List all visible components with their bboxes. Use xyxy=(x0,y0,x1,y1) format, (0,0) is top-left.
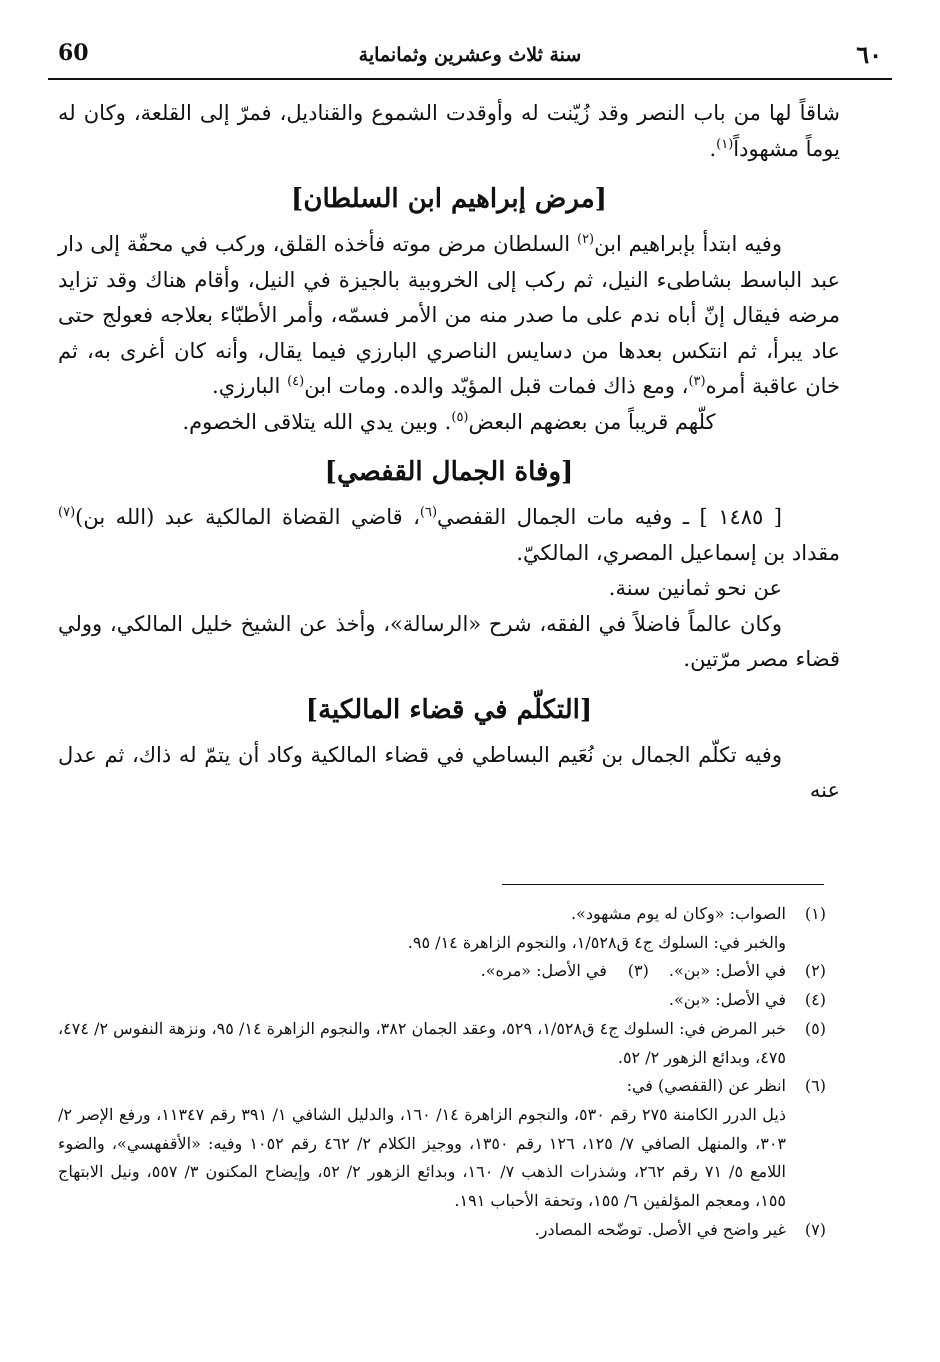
verse-line: كلّهم قريباً من بعضهم البعض$^{(٥)}$. وبين يدي الله يتلاقى الخصوم. xyxy=(182,409,716,434)
paragraph: وفيه تكلّم الجمال بن نُعَيم البساطي في قضاء المالكية وكاد أن يتمّ له ذاك، ثم عدل عنه xyxy=(58,742,840,802)
paragraph: شاقاً لها من باب النصر وقد زُيّنت له وأوقدت الشموع والقناديل، فمرّ إلى القلعة، وكان له يوماً مشهوداً$^{(١)}$. xyxy=(58,101,840,161)
paragraph: عن نحو ثمانين سنة. xyxy=(608,576,782,600)
footnote-ref: (٢) xyxy=(576,232,595,247)
section-heading: [مرض إبراهيم ابن السلطان] xyxy=(291,184,607,214)
footnote-5: (٥) خبر المرض في: السلوك ج٤ ق١/٥٢٨، ٥٢٩، وعقد الجمان ٣٨٢، والنجوم الزاهرة ١٤/ ٩٥، ونزهة النفوس ٢/ ٤٧٤، ٤٧٥، وبدائع الزهور ٢/ ٥٢. xyxy=(58,1015,826,1072)
main-text xyxy=(58,96,840,809)
footnote-ref: (١) xyxy=(716,136,734,152)
footnotes xyxy=(58,900,826,1244)
footnote-3: (٣) في الأصل: «مره». xyxy=(481,957,669,986)
paragraph: وفيه ابتدأ بإبراهيم ابن$^{(٢)}$ السلطان مرض موته فأخذه القلق، وركب في محفّة إلى دار عبد الباسط بشاطىء النيل، ثم ركب إلى الخروبية بالجيزة في النيل، وأقام هناك وقد تزايد مرضه فيقال إنّ أباه ندم على ما صدر منه من الأمر فسمّه، وأمر الأطبّاء بعلاجه فعولج حتى عاد يبرأ، ثم انتكس بعدها من دسايس الناصري البارزي فيما يقال، وأنه كان أغرى به، ثم خان عاقبة أمره$^{(٣)}$، ومع ذاك فمات قبل المؤيّد والده. ومات ابن$^{(٤)}$ البارزي. xyxy=(58,232,840,398)
footnote-7: (٧) غير واضح في الأصل. توضّحه المصادر. xyxy=(58,1216,826,1245)
footnote-ref: (٤) xyxy=(287,374,305,389)
footnote-ref: (٦) xyxy=(419,505,438,520)
footnote-number: (٤) xyxy=(804,990,826,1010)
footnote-row xyxy=(58,957,826,986)
footnote-number: (٣) xyxy=(627,961,649,981)
page-header xyxy=(48,38,892,80)
footnote-6: (٦) انظر عن (القفصي) في: ذيل الدرر الكامنة ٢٧٥ رقم ٥٣٠، والنجوم الزاهرة ١٤/ ١٦٠، والدليل الشافي ١/ ٣٩١ رقم ١١٣٤٧، ورفع الإصر ٢/ ٣٠٣، والمنهل الصافي ٧/ ١٢٥، ١٢٦ رقم ١٣٥٠، ووجيز الكلام ٢/ ٤٦٢ رقم ١٠٥٢ وفيه: «الأقفهسي»، والضوء اللامع ٥/ ٧١ رقم ٢٦٢، وشذرات الذهب ٧/ ١٦٠، وبدائع الزهور ٢/ ٥٢، وإيضاح المكنون ٣/ ٥٥٧، ونيل الابتهاج ١٥٥، ومعجم المؤلفين ٦/ ١٥٥، وتحفة الأحباب ١٩١. xyxy=(58,1072,826,1216)
footnote-4: (٤) في الأصل: «بن». xyxy=(58,986,826,1015)
page-number-latin: 60 xyxy=(58,40,89,66)
section-heading: [التكلّم في قضاء المالكية] xyxy=(305,694,593,725)
page-number-arabic: ٦٠ xyxy=(856,40,882,69)
paragraph: [ ١٤٨٥ ] ـ وفيه مات الجمال القفصي$^{(٦)}$، قاضي القضاة المالكية عبد (الله بن)$^{(٧)}$ مقداد بن إسماعيل المصري، المالكيّ. xyxy=(58,505,840,565)
footnote-number: (٢) xyxy=(804,961,826,981)
running-title: سنة ثلاث وعشرين وثمانماية xyxy=(358,44,582,66)
footnote-1: (١) الصواب: «وكان له يوم مشهود». والخبر في: السلوك ج٤ ق١/٥٢٨، والنجوم الزاهرة ١٤/ ٩٥. xyxy=(58,900,826,957)
paragraph: وكان عالماً فاضلاً في الفقه، شرح «الرسالة»، وأخذ عن الشيخ خليل المالكي، وولي قضاء مصر مرّتين. xyxy=(58,611,840,671)
footnote-number: (٥) xyxy=(804,1018,826,1038)
footnote-2: (٢) في الأصل: «بن». xyxy=(669,957,826,986)
footnote-ref: (٥) xyxy=(451,409,469,425)
footnote-number: (٦) xyxy=(804,1076,826,1096)
footnote-ref: (٧) xyxy=(58,505,76,520)
footnote-number: (١) xyxy=(804,904,826,923)
footnote-separator xyxy=(502,884,824,885)
section-heading: [وفاة الجمال القفصي] xyxy=(324,457,574,487)
footnote-ref: (٣) xyxy=(688,374,706,389)
footnote-number: (٧) xyxy=(804,1219,826,1239)
